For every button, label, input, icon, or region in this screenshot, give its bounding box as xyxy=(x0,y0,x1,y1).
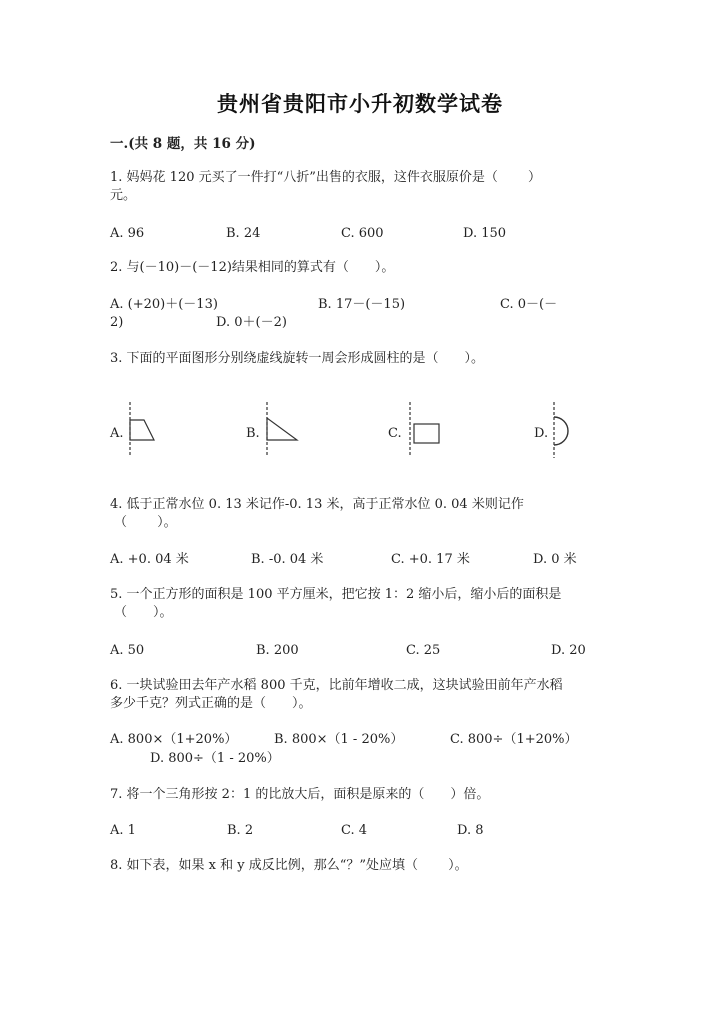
question-4-text-cont: （ ）。 xyxy=(114,515,177,530)
q6-option-a[interactable]: A. 800×（1+20%） xyxy=(110,732,238,747)
rectangle-figure xyxy=(404,400,444,458)
q7-option-a[interactable]: A. 1 xyxy=(110,823,136,838)
question-3-text: 3. 下面的平面图形分别绕虚线旋转一周会形成圆柱的是（ ）。 xyxy=(110,351,485,366)
q2-option-c-cont: 2) xyxy=(110,315,124,330)
q4-option-c[interactable]: C. +0. 17 米 xyxy=(391,552,470,567)
q3-option-d[interactable]: D. xyxy=(534,426,549,441)
section-heading: 一.(共 8 题，共 16 分) xyxy=(110,136,256,152)
q1-option-b[interactable]: B. 24 xyxy=(226,226,261,241)
question-1-text: 1. 妈妈花 120 元买了一件打“八折”出售的衣服，这件衣服原价是（ ） xyxy=(110,170,542,185)
triangle-figure xyxy=(261,400,303,458)
q3-option-c[interactable]: C. xyxy=(388,426,402,441)
question-8-text: 8. 如下表，如果 x 和 y 成反比例，那么“？”处应填（ ）。 xyxy=(110,858,468,873)
q2-option-b[interactable]: B. 17－(－15) xyxy=(318,297,406,312)
question-4-text: 4. 低于正常水位 0. 13 米记作-0. 13 米，高于正常水位 0. 04 米则记作 xyxy=(110,497,524,512)
q5-option-c[interactable]: C. 25 xyxy=(406,643,441,658)
q2-option-c[interactable]: C. 0－(－ xyxy=(500,297,558,312)
q1-option-d[interactable]: D. 150 xyxy=(463,226,507,241)
q3-option-a[interactable]: A. xyxy=(110,426,124,441)
q2-option-d[interactable]: D. 0＋(－2) xyxy=(216,315,287,330)
question-6-text: 6. 一块试验田去年产水稻 800 千克，比前年增收二成，这块试验田前年产水稻 xyxy=(110,678,563,693)
q4-option-b[interactable]: B. -0. 04 米 xyxy=(251,552,324,567)
question-1-text-cont: 元。 xyxy=(110,188,137,203)
question-6-text-cont: 多少千克？列式正确的是（ ）。 xyxy=(110,696,312,711)
q1-option-a[interactable]: A. 96 xyxy=(110,226,145,241)
q3-option-b[interactable]: B. xyxy=(246,426,260,441)
q5-option-a[interactable]: A. 50 xyxy=(110,643,145,658)
trapezoid-figure xyxy=(124,400,160,458)
question-5-text: 5. 一个正方形的面积是 100 平方厘米，把它按 1：2 缩小后，缩小后的面积是 xyxy=(110,587,562,602)
q2-option-a[interactable]: A. (+20)＋(－13) xyxy=(110,297,218,312)
q4-option-d[interactable]: D. 0 米 xyxy=(533,552,577,567)
question-5-text-cont: （ ）。 xyxy=(114,605,173,620)
q4-option-a[interactable]: A. +0. 04 米 xyxy=(110,552,189,567)
q1-option-c[interactable]: C. 600 xyxy=(341,226,384,241)
q7-option-c[interactable]: C. 4 xyxy=(341,823,368,838)
q5-option-b[interactable]: B. 200 xyxy=(256,643,299,658)
q7-option-b[interactable]: B. 2 xyxy=(227,823,254,838)
q6-option-d[interactable]: D. 800÷（1 - 20%） xyxy=(150,751,280,766)
semicircle-figure xyxy=(548,400,578,460)
question-7-text: 7. 将一个三角形按 2：1 的比放大后，面积是原来的（ ）倍。 xyxy=(110,787,490,802)
exam-title: 贵州省贵阳市小升初数学试卷 xyxy=(217,91,503,116)
q5-option-d[interactable]: D. 20 xyxy=(551,643,586,658)
question-2-text: 2. 与(－10)－(－12)结果相同的算式有（ ）。 xyxy=(110,260,395,275)
q6-option-b[interactable]: B. 800×（1 - 20%） xyxy=(274,732,404,747)
q7-option-d[interactable]: D. 8 xyxy=(457,823,484,838)
q6-option-c[interactable]: C. 800÷（1+20%） xyxy=(450,732,578,747)
